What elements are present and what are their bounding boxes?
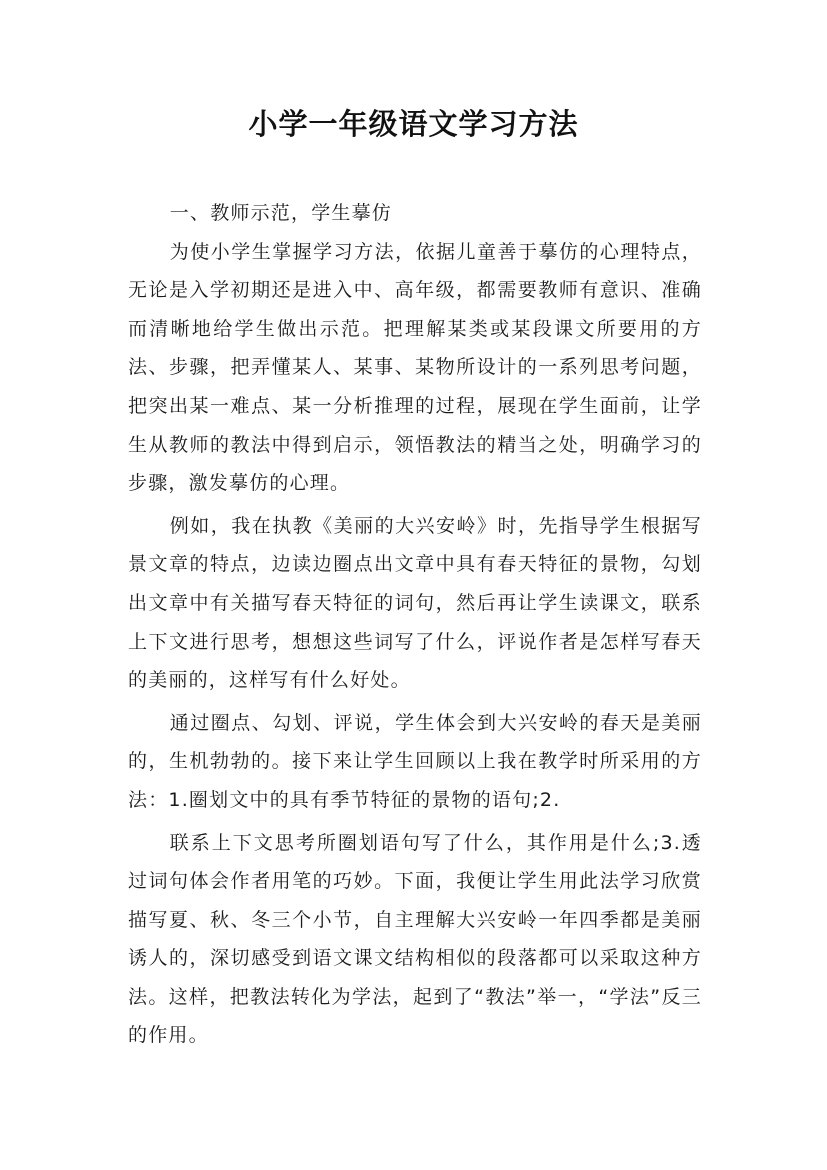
paragraph-1: 为使小学生掌握学习方法，依据儿童善于摹仿的心理特点，无论是入学初期还是进入中、高年级，都需要教师有意识、准确而清晰地给学生做出示范。把理解某类或某段课文所要用的方法、步骤，把弄懂某人、某事、某物所设计的一系列思考问题，把突出某一难点、某一分析推理的过程，展现在学生面前，让学生从教师的教法中得到启示，领悟教法的精当之处，明确学习的步骤，激发摹仿的心理。: [128, 240, 702, 495]
section-heading: 一、教师示范，学生摹仿: [169, 202, 392, 224]
document-body: [128, 194, 702, 1055]
document-title: 小学一年级语文学习方法: [248, 107, 579, 141]
paragraph-3: 通过圈点、勾划、评说，学生体会到大兴安岭的春天是美丽的，生机勃勃的。接下来让学生回顾以上我在教学时所采用的方法：1.圈划文中的具有季节特征的景物的语句;2.: [128, 711, 702, 811]
paragraph-2: 例如，我在执教《美丽的大兴安岭》时，先指导学生根据写景文章的特点，边读边圈点出文章中具有春天特征的景物，勾划出文章中有关描写春天特征的词句，然后再让学生读课文，联系上下文进行思考，想想这些词写了什么，评说作者是怎样写春天的美丽的，这样写有什么好处。: [128, 514, 702, 692]
paragraph-4: 联系上下文思考所圈划语句写了什么，其作用是什么;3.透过词句体会作者用笔的巧妙。下面，我便让学生用此法学习欣赏描写夏、秋、冬三个小节，自主理解大兴安岭一年四季都是美丽诱人的，深切感受到语文课文结构相似的段落都可以采取这种方法。这样，把教法转化为学法，起到了“教法”举一，“学法”反三的作用。: [128, 831, 702, 1047]
